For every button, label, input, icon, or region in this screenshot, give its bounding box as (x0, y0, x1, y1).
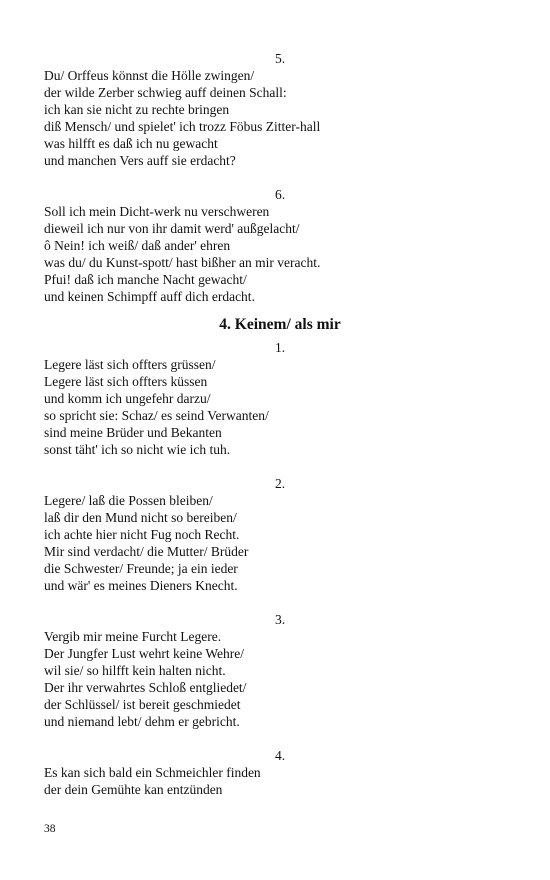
stanza-3 (44, 611, 484, 730)
stanza-gap (44, 169, 484, 186)
verse-line: Legere/ laß die Possen bleiben/ (44, 493, 213, 508)
verse-line: Pfui! daß ich manche Nacht gewacht/ (44, 272, 247, 287)
verse-line: und keinen Schimpff auff dich erdacht. (44, 289, 255, 304)
page-content (44, 50, 484, 798)
verse-line: ich kan sie nicht zu rechte bringen (44, 102, 230, 117)
verse-line: und niemand lebt/ dehm er gebricht. (44, 714, 240, 729)
verse-line: und manchen Vers auff sie erdacht? (44, 153, 236, 168)
verse-line: diß Mensch/ und spielet' ich trozz Föbus Zitter-hall (44, 119, 321, 134)
verse-line: Legere läst sich offters grüssen/ (44, 357, 216, 372)
verse-line: wil sie/ so hilfft kein halten nicht. (44, 663, 226, 678)
verse-line: ô Nein! ich weiß/ daß ander' ehren (44, 238, 231, 253)
verse-line: Der Jungfer Lust wehrt keine Wehre/ (44, 646, 244, 661)
stanza-number: 3. (274, 612, 286, 627)
stanza-gap (44, 730, 484, 747)
verse-line: ich achte hier nicht Fug noch Recht. (44, 527, 240, 542)
stanza-gap (44, 594, 484, 611)
verse-line: Legere läst sich offters küssen (44, 374, 208, 389)
verse-line: die Schwester/ Freunde; ja ein ieder (44, 561, 238, 576)
verse-line: sind meine Brüder und Bekanten (44, 425, 222, 440)
stanza-number: 1. (274, 340, 286, 355)
stanza-number: 6. (274, 187, 286, 202)
poem-title: 4. Keinem/ als mir (219, 316, 341, 333)
verse-line: und wär' es meines Dieners Knecht. (44, 578, 238, 593)
verse-line: was du/ du Kunst-spott/ hast bißher an mir veracht. (44, 255, 321, 270)
verse-line: Vergib mir meine Furcht Legere. (44, 629, 222, 644)
stanza-6-previous (44, 186, 484, 305)
stanza-5-previous (44, 50, 484, 169)
verse-line: und komm ich ungefehr darzu/ (44, 391, 211, 406)
verse-line: Mir sind verdacht/ die Mutter/ Brüder (44, 544, 249, 559)
verse-line: was hilfft es daß ich nu gewacht (44, 136, 218, 151)
verse-line: so spricht sie: Schaz/ es seind Verwanten/ (44, 408, 269, 423)
verse-line: Der ihr verwahrtes Schloß entgliedet/ (44, 680, 247, 695)
stanza-number: 5. (274, 51, 286, 66)
verse-line: der dein Gemühte kan entzünden (44, 782, 223, 797)
stanza-1 (44, 339, 484, 458)
verse-line: dieweil ich nur von ihr damit werd' außgelacht/ (44, 221, 300, 236)
verse-line: der Schlüssel/ ist bereit geschmiedet (44, 697, 241, 712)
stanza-4 (44, 747, 484, 798)
verse-line: sonst täht' ich so nicht wie ich tuh. (44, 442, 231, 457)
page-number: 38 (44, 823, 56, 835)
verse-line: der wilde Zerber schwieg auff deinen Schall: (44, 85, 287, 100)
stanza-number: 2. (274, 476, 286, 491)
stanza-2 (44, 475, 484, 594)
verse-line: Soll ich mein Dicht-werk nu verschweren (44, 204, 270, 219)
stanza-gap (44, 458, 484, 475)
stanza-number: 4. (274, 748, 286, 763)
verse-line: Es kan sich bald ein Schmeichler finden (44, 765, 261, 780)
verse-line: Du/ Orffeus könnst die Hölle zwingen/ (44, 68, 255, 83)
verse-line: laß dir den Mund nicht so bereiben/ (44, 510, 237, 525)
